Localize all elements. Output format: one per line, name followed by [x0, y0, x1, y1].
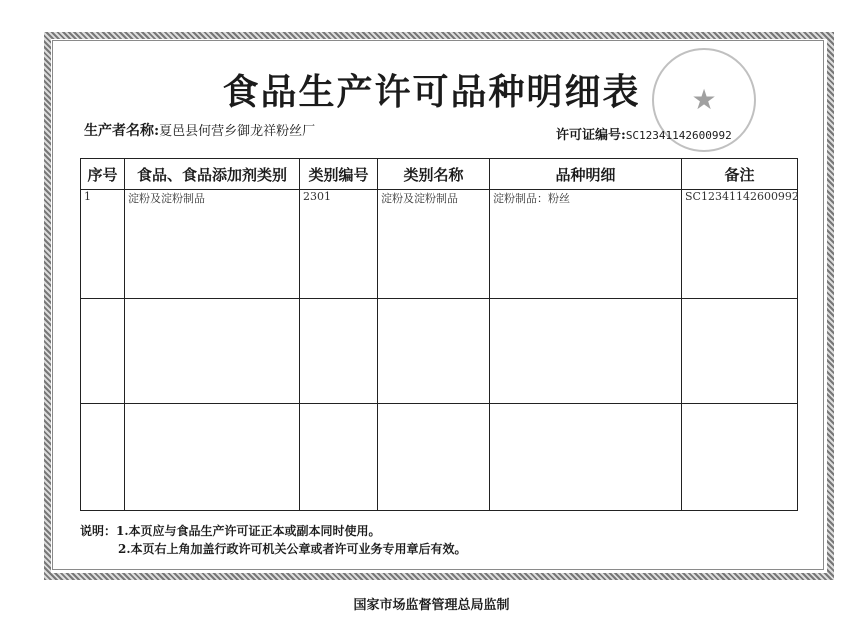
notes-section: [80, 522, 467, 558]
note-item: 1.本页应与食品生产许可证正本或副本同时使用。: [116, 524, 381, 538]
cell-remarks: [682, 404, 798, 511]
table-row: [81, 404, 798, 511]
star-icon: ★: [691, 83, 717, 116]
license-number: [556, 124, 732, 143]
cell-category: [125, 299, 300, 404]
issuer-footer: 国家市场监督管理总局监制: [353, 598, 510, 613]
producer-name: [84, 120, 315, 140]
cell-category: 淀粉及淀粉制品: [125, 190, 300, 299]
table-row: [81, 299, 798, 404]
table-row: [81, 190, 798, 299]
page-title: 食品生产许可品种明细表: [222, 71, 641, 113]
header-category-name: 类别名称: [378, 159, 490, 190]
cell-remarks: [682, 299, 798, 404]
producer-label: 生产者名称:: [84, 123, 160, 139]
note-item: 2.本页右上角加盖行政许可机关公章或者许可业务专用章后有效。: [118, 542, 467, 556]
notes-label: 说明：: [80, 524, 117, 538]
header-index: 序号: [81, 159, 125, 190]
cell-variety-detail: [490, 299, 682, 404]
header-category: 食品、食品添加剂类别: [125, 159, 300, 190]
cell-remarks: SC12341142600992: [682, 190, 798, 299]
cell-category-name: [378, 404, 490, 511]
header-remarks: 备注: [682, 159, 798, 190]
producer-value: 夏邑县何营乡御龙祥粉丝厂: [159, 124, 316, 139]
cell-category-code: [300, 404, 378, 511]
header-variety-detail: 品种明细: [490, 159, 682, 190]
license-label: 许可证编号:: [556, 128, 626, 143]
cell-index: [81, 404, 125, 511]
cell-index: [81, 299, 125, 404]
table-header-row: [81, 159, 798, 190]
cell-index: 1: [81, 190, 125, 299]
variety-table: [80, 158, 798, 511]
cell-category-code: 2301: [300, 190, 378, 299]
cell-category-name: [378, 299, 490, 404]
cell-category: [125, 404, 300, 511]
cell-category-name: 淀粉及淀粉制品: [378, 190, 490, 299]
header-category-code: 类别编号: [300, 159, 378, 190]
cell-variety-detail: [490, 404, 682, 511]
cell-variety-detail: 淀粉制品：粉丝: [490, 190, 682, 299]
cell-category-code: [300, 299, 378, 404]
license-value: SC12341142600992: [625, 129, 732, 142]
